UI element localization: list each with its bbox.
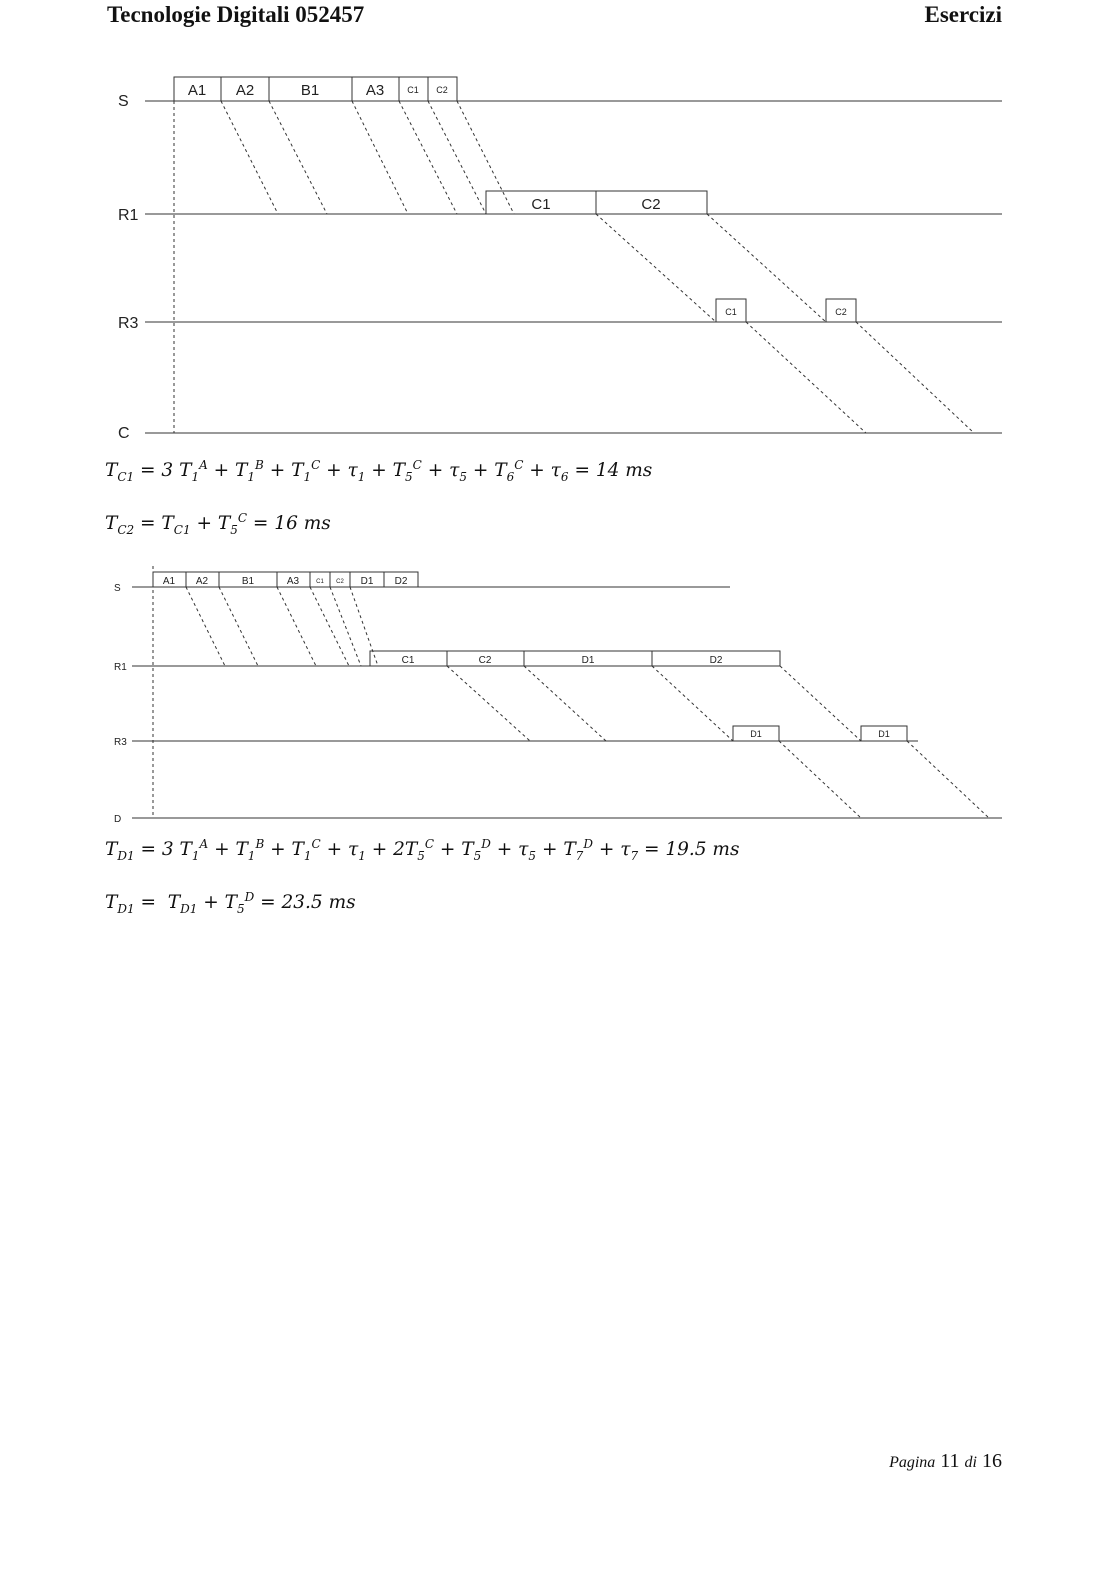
packet-r3-c2: C2 bbox=[835, 307, 847, 317]
section-title: Esercizi bbox=[924, 2, 1002, 27]
packet-a2: A2 bbox=[195, 576, 209, 587]
page-total: 16 bbox=[982, 1450, 1002, 1472]
row-label-r1: R1 bbox=[114, 662, 127, 673]
packet-c2: C2 bbox=[336, 579, 344, 585]
packet-c2: C2 bbox=[436, 85, 448, 95]
equation-tc1: $T_{C1} = 3$ $T_1^A + T_1^B + T_1^C + \tau_1 + T_5^C + \tau_5 + T_6^C + \tau_6 = 14$ ms bbox=[105, 458, 653, 484]
row-label-s: S bbox=[118, 93, 129, 110]
row-label-r1: R1 bbox=[118, 207, 139, 224]
equation-tc2: $T_{C2} = T_{C1} + T_5^C = 16$ ms bbox=[105, 511, 331, 537]
timing-diagram-2 bbox=[0, 560, 1116, 830]
packet-d2: D2 bbox=[394, 576, 408, 587]
packet-r1-c1: C1 bbox=[531, 196, 551, 213]
packet-a3: A3 bbox=[286, 576, 300, 587]
packet-r1-d2: D2 bbox=[709, 655, 723, 666]
row-label-r3: R3 bbox=[118, 315, 139, 332]
packet-c1: C1 bbox=[407, 85, 419, 95]
document-title: Tecnologie Digitali 052457 bbox=[107, 2, 365, 27]
packet-r3-d1-second: D1 bbox=[878, 729, 890, 739]
di-label: di bbox=[964, 1454, 977, 1471]
packet-a1: A1 bbox=[187, 82, 207, 99]
page-footer bbox=[889, 1450, 1002, 1473]
equation-td1-second: $T_{D1} = T_{D1} + T_5^D = 23.5$ ms bbox=[105, 890, 356, 916]
packet-r3-c1: C1 bbox=[725, 307, 737, 317]
packet-r1-c2: C2 bbox=[478, 655, 492, 666]
row-label-d: D bbox=[114, 814, 122, 825]
row-label-r3: R3 bbox=[114, 737, 127, 748]
packet-r1-c1: C1 bbox=[401, 655, 415, 666]
packet-c1: C1 bbox=[316, 579, 324, 585]
row-label-c: C bbox=[118, 425, 130, 442]
timing-diagram-1 bbox=[0, 60, 1116, 450]
pagina-label: Pagina bbox=[889, 1454, 936, 1471]
packet-d1: D1 bbox=[360, 576, 374, 587]
row-label-s: S bbox=[114, 583, 121, 594]
packet-r1-d1: D1 bbox=[581, 655, 595, 666]
packet-r3-d1-first: D1 bbox=[750, 729, 762, 739]
packet-r1-c2: C2 bbox=[641, 196, 661, 213]
packet-a3: A3 bbox=[365, 82, 385, 99]
packet-b1: B1 bbox=[300, 82, 320, 99]
page-number: 11 bbox=[940, 1450, 960, 1472]
packet-a1: A1 bbox=[162, 576, 176, 587]
equation-td1-total: $T_{D1} = 3$ $T_1^A + T_1^B + T_1^C + \tau_1 + 2T_5^C + T_5^D + \tau_5 + T_7^D + \tau_7 = 19.5$ ms bbox=[105, 837, 740, 863]
packet-a2: A2 bbox=[235, 82, 255, 99]
packet-b1: B1 bbox=[241, 576, 255, 587]
